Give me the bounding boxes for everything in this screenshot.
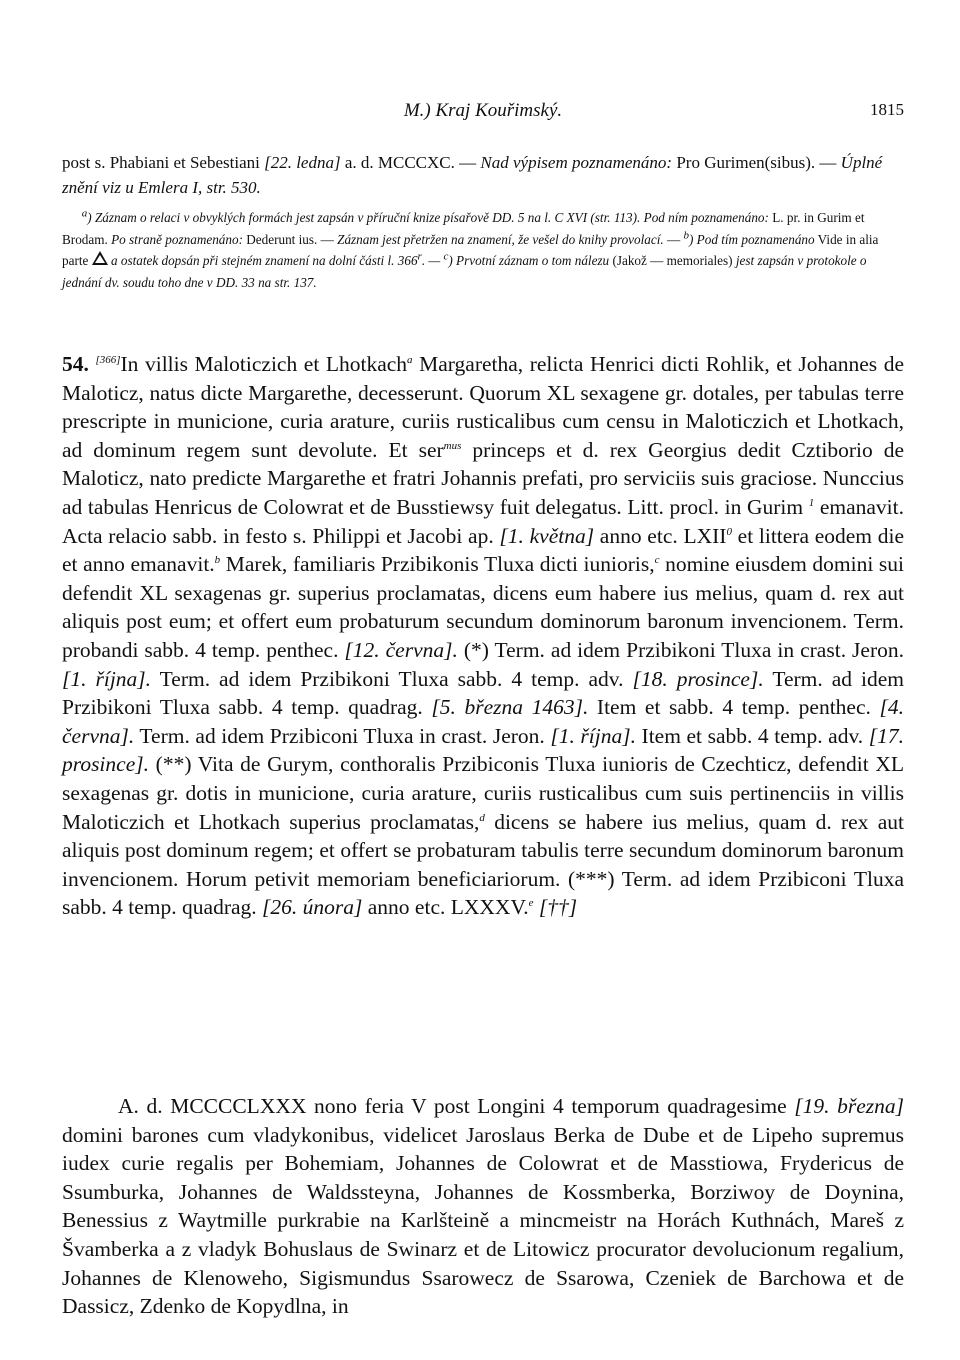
entry-text: Term. ad idem Przibikoni Tluxa sabb. 4 temp. quadrag. — [62, 666, 905, 720]
note-ref: c — [654, 554, 660, 566]
note-text: a ostatek dopsán při stejném znamení na dolní části l. 366 — [110, 253, 418, 268]
note-ref: b — [214, 554, 221, 566]
triangle-icon — [92, 251, 108, 265]
dagger-mark: [††] — [538, 895, 578, 920]
note-text: ) Pod tím poznamenáno — [688, 231, 815, 247]
entry-54 — [62, 350, 904, 922]
date-gloss: [5. března 1463]. — [431, 695, 589, 720]
intro-text: a. d. MCCCXC. — — [340, 153, 481, 172]
note-text: ) Záznam o relaci v obvyklých formách jest zapsán v příruční knize písařově DD. 5 na l. C XVI (str. 113). Pod ním poznamenáno: — [87, 210, 769, 225]
note-text: L. pr. in Gurim et Brodam. — [62, 210, 865, 247]
entry-text: A. d. MCCCCLXXX nono feria V post Longini 4 temporum quadragesime — [118, 1094, 795, 1118]
entry-text: nomine eiusdem domini sui defendit XL sexagenas gr. superius proclamatas, dicens eum habere ius melius, quam d. rex aut aliquis post eum; et offert eum probaturum secundum dominorum baronum invencionem. Term. probandi sabb. 4 temp. penthec. — [62, 552, 904, 662]
note-text: Po straně poznamenáno: — [111, 231, 243, 247]
date-gloss: [1. května] — [499, 523, 595, 548]
note-text: ) Prvotní záznam o tom nálezu — [448, 253, 610, 268]
note-ref: e — [528, 897, 534, 910]
intro-paragraph — [62, 150, 904, 200]
note-ref: 1 — [808, 496, 815, 509]
note-marker: a — [81, 207, 88, 220]
entry-text: emanavit. Acta relacio sabb. in festo s. Philippi et Jacobi ap. — [62, 494, 904, 548]
note-text: Dederunt ius. — — [242, 231, 338, 247]
entry-54-continuation — [62, 1092, 904, 1321]
date-gloss: [1. října]. — [62, 666, 152, 691]
note-marker: r — [417, 250, 422, 263]
page-header — [62, 100, 904, 130]
entry-text: In villis Maloticzich et Lhotkach — [120, 352, 408, 376]
date-gloss: [12. června]. — [344, 637, 458, 662]
note-text: jest zapsán v protokole o jednání dv. soudu toho dne v DD. 33 na str. 137. — [62, 253, 867, 290]
intro-date: [22. ledna] — [264, 153, 341, 172]
note-text: Vide in alia parte — [62, 231, 879, 268]
superscript: mus — [443, 439, 462, 452]
date-gloss: [18. prosince]. — [632, 666, 764, 691]
entry-text: anno etc. LXXXV. — [362, 895, 529, 920]
intro-text: Pro Gurimen(sibus). — — [672, 153, 841, 172]
note-text: — — [663, 231, 684, 247]
note-ref: a — [407, 353, 413, 366]
entry-text: princeps et d. rex Georgius dedit Cztiborio de Maloticz, nato predicte Margarethe et fratri Johannis prefati, pro serviciis suis graciose. Nunccius ad tabulas Henricus de Colowrat et de Busstiewsy fuit delegatus. Litt. procl. in Gurim — [62, 437, 905, 519]
folio-ref: [366] — [95, 353, 121, 366]
date-gloss: [17. prosince]. — [62, 723, 904, 777]
superscript: 0 — [726, 525, 732, 538]
footnotes-block — [62, 207, 904, 293]
entry-text: Item et sabb. 4 temp. penthec. — [588, 695, 880, 720]
note-text: Záznam jest přetržen na znamení, že vešel do knihy provolací. — [337, 231, 664, 247]
entry-number: 54. — [62, 352, 89, 376]
entry-text: domini barones cum vladykonibus, videlicet Jaroslaus Berka de Dube et de Lipeho supremus iudex curie regalis per Bohemiam, Johannes de Colowrat et de Masstiowa, Frydericus de Ssumburka, Johannes de Waldssteyna, Johannes de Kossmberka, Borziwoy de Doynina, Benessius z Waytmille purkrabie na Karlšteině a mincmeistr na Horách Kuthnách, Mareš z Švamberka a z vladyk Bohuslaus de Swinarz et de Litowicz procurator devolucionum regalium, Johannes de Klenoweho, Sigismundus Ssarowecz de Ssarowa, Czeniek de Barchowa et de Dassicz, Zdenko de Kopydlna, in — [62, 1122, 904, 1319]
page-number: 1815 — [870, 100, 904, 119]
date-gloss: [1. října]. — [550, 723, 636, 748]
note-ref: d — [479, 811, 485, 824]
entry-text: Item et sabb. 4 temp. adv. — [635, 723, 869, 748]
entry-text: Margaretha, relicta Henrici dicti Rohlik, et Johannes de Maloticz, natus dicte Margarethe, decesserunt. Quorum XL sexagene gr. dotales, per tabulas terre prescripte in municione, curia arature, curiis rusticalibus cum censu in Maloticzich et Lhotkach, ad dominum regem sunt devolute. Et ser — [62, 352, 905, 462]
date-gloss: [19. března] — [794, 1094, 904, 1118]
entry-text: Term. ad idem Przibikoni Tluxa sabb. 4 temp. adv. — [151, 666, 633, 691]
note-text: . — — [421, 253, 444, 268]
entry-text: Term. ad idem Przibiconi Tluxa in crast. Jeron. — [134, 723, 551, 748]
intro-note: Úplné znění viz u Emlera I, str. 530. — [62, 153, 883, 197]
intro-text: post s. Phabiani et Sebestiani — [62, 153, 265, 172]
intro-note: Nad výpisem poznamenáno: — [480, 153, 673, 172]
note-marker: b — [683, 229, 689, 242]
note-text: (Jakož — memoriales) — [609, 253, 736, 268]
entry-text: dicens se habere ius melius, quam d. rex aut aliquis post dominum regem; et offert se probaturam tabulis terre secundum dominorum baronum invencionem. Horum petivit memoriam beneficiariorum. (***) Term. ad idem Przibiconi Tluxa sabb. 4 temp. quadrag. — [62, 809, 904, 920]
date-gloss: [4. června]. — [62, 695, 904, 748]
entry-text: et littera eodem die et anno emanavit. — [62, 523, 905, 577]
running-title: M.) Kraj Kouřimský. — [403, 100, 563, 121]
date-gloss: [26. února] — [262, 895, 363, 920]
entry-text: Marek, familiaris Przibikonis Tluxa dicti iunioris, — [220, 552, 655, 577]
note-marker: c — [443, 250, 449, 263]
entry-text: anno etc. LXII — [594, 523, 727, 548]
entry-text: (**) Vita de Gurym, conthoralis Przibiconis Tluxa iunioris de Czechticz, defendit XL sexagenas gr. dotis in municione, curia arature, curiis rusticalibus cum suis pertinenciis in villis Maloticzich et Lhotkach superius proclamatas, — [62, 752, 904, 834]
entry-text: (*) Term. ad idem Przibikoni Tluxa in crast. Jeron. — [457, 637, 904, 662]
